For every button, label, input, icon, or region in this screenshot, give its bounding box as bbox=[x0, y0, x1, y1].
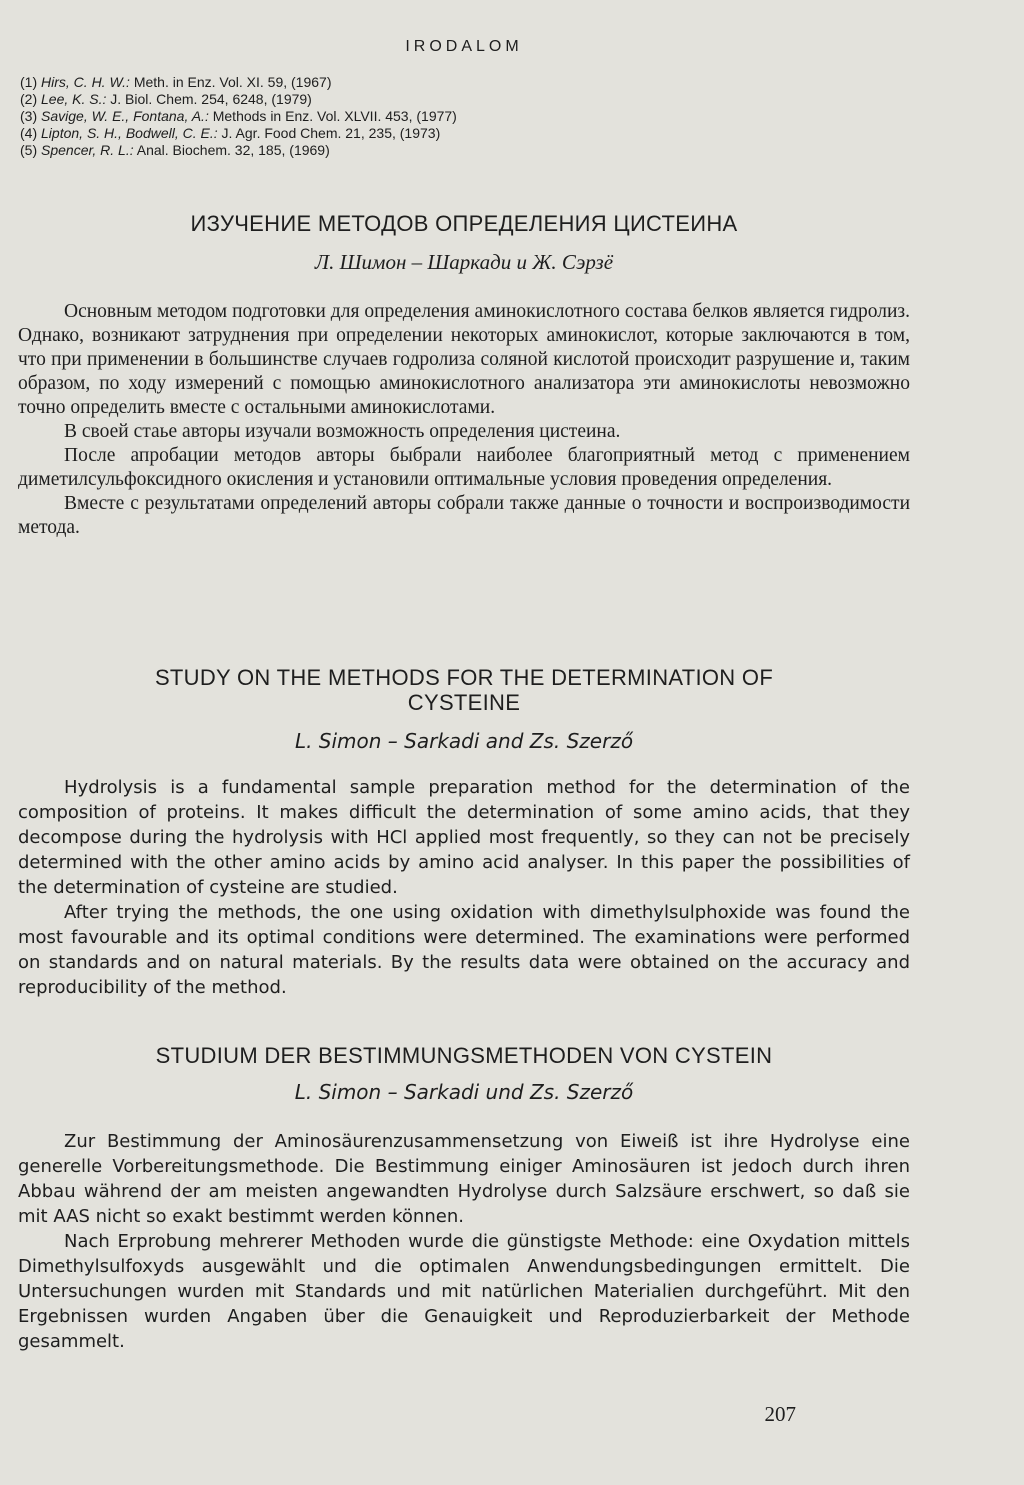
en-abstract-authors: L. Simon – Sarkadi and Zs. Szerző bbox=[294, 729, 634, 753]
reference-item: (3) Savige, W. E., Fontana, A.: Methods in Enz. Vol. XLVII. 453, (1977) bbox=[20, 108, 457, 124]
reference-item: (4) Lipton, S. H., Bodwell, C. E.: J. Agr. Food Chem. 21, 235, (1973) bbox=[20, 125, 441, 141]
de-abstract-body bbox=[18, 1129, 910, 1354]
reference-item: (1) Hirs, C. H. W.: Meth. in Enz. Vol. XI. 59, (1967) bbox=[20, 74, 332, 90]
de-abstract-title: STUDIUM DER BESTIMMUNGSMETHODEN VON CYSTEIN bbox=[155, 1043, 773, 1068]
paragraph: В своей стаье авторы изучали возможность определения цистеина. bbox=[64, 421, 621, 442]
paragraph: Основным методом подготовки для определения аминокислотного состава белков является гидролиз. Однако, возникают затруднения при определении некоторых аминокислот, которые заключаются в том, что при применении в большинстве случаев годролиза соляной кислотой происходит разрушение и, таким образом, по ходу измерений с помощью аминокислотного анализатора эти аминокислоты невозможно точно определить вместе с остальными аминокислотами. bbox=[18, 301, 910, 418]
reference-source: J. Agr. Food Chem. 21, 235, (1973) bbox=[217, 125, 441, 141]
paragraph: Вместе с результатами определений авторы собрали также данные о точности и воспроизводимости метода. bbox=[18, 493, 910, 538]
reference-authors: Lipton, S. H., Bodwell, C. E.: bbox=[41, 125, 218, 141]
en-abstract-body bbox=[18, 775, 910, 1000]
paragraph: Nach Erprobung mehrerer Methoden wurde die günstigste Methode: eine Oxydation mittels Dimethylsulfoxyds ausgewählt und die optimalen Anwendungsbedingungen ermittelt. Die Untersuchungen wurden mit Standards und mit natürlichen Materialien durchgeführt. Mit den Ergebnissen wurden Angaben über die Genauigkeit und Reproduzierbarkeit der Methode gesammelt. bbox=[18, 1231, 910, 1352]
paragraph: Zur Bestimmung der Aminosäurenzusammensetzung von Eiweiß ist ihre Hydrolyse eine generelle Vorbereitungsmethode. Die Bestimmung einiger Aminosäuren ist jedoch durch ihren Abbau während der am meisten angewandten Hydrolyse durch Salzsäure erschwert, so daß sie mit AAS nicht so exakt bestimmt werden können. bbox=[18, 1131, 910, 1227]
paragraph: After trying the methods, the one using oxidation with dimethylsulphoxide was found the most favourable and its optimal conditions were determined. The examinations were performed on standards and on natural materials. By the results data were obtained on the accuracy and reproducibility of the method. bbox=[18, 902, 910, 998]
reference-authors: Hirs, C. H. W.: bbox=[41, 74, 130, 90]
ru-abstract-body bbox=[18, 300, 910, 540]
en-title-line-1: STUDY ON THE METHODS FOR THE DETERMINATION OF bbox=[154, 665, 774, 690]
reference-item: (2) Lee, K. S.: J. Biol. Chem. 254, 6248, (1979) bbox=[20, 91, 312, 107]
reference-authors: Spencer, R. L.: bbox=[41, 142, 134, 158]
reference-authors: Lee, K. S.: bbox=[41, 91, 107, 107]
reference-authors: Savige, W. E., Fontana, A.: bbox=[41, 108, 209, 124]
ru-abstract-authors: Л. Шимон – Шаркади и Ж. Сэрзё bbox=[314, 250, 614, 274]
reference-source: Anal. Biochem. 32, 185, (1969) bbox=[133, 142, 330, 158]
page-number: 207 bbox=[764, 1402, 796, 1426]
de-abstract-authors: L. Simon – Sarkadi und Zs. Szerző bbox=[294, 1080, 634, 1104]
en-abstract-title bbox=[18, 665, 910, 715]
reference-source: J. Biol. Chem. 254, 6248, (1979) bbox=[106, 91, 312, 107]
running-header: IRODALOM bbox=[405, 38, 523, 55]
reference-source: Methods in Enz. Vol. XLVII. 453, (1977) bbox=[208, 108, 457, 124]
ru-abstract-title: ИЗУЧЕНИЕ МЕТОДОВ ОПРЕДЕЛЕНИЯ ЦИСТЕИНА bbox=[190, 211, 738, 236]
reference-list bbox=[20, 74, 900, 159]
reference-source: Meth. in Enz. Vol. XI. 59, (1967) bbox=[129, 74, 332, 90]
paragraph: После апробации методов авторы быбрали наиболее благоприятный метод с применением диметилсульфоксидного окисления и установили оптимальные условия проведения определения. bbox=[18, 445, 910, 490]
en-title-line-2: CYSTEINE bbox=[407, 690, 521, 715]
reference-item: (5) Spencer, R. L.: Anal. Biochem. 32, 185, (1969) bbox=[20, 142, 330, 158]
paragraph: Hydrolysis is a fundamental sample preparation method for the determination of the composition of proteins. It makes difficult the determination of some amino acids, that they decompose during the hydrolysis with HCl applied most frequently, so they can not be precisely determined with the other amino acids by amino acid analyser. In this paper the possibilities of the determination of cysteine are studied. bbox=[18, 777, 910, 898]
